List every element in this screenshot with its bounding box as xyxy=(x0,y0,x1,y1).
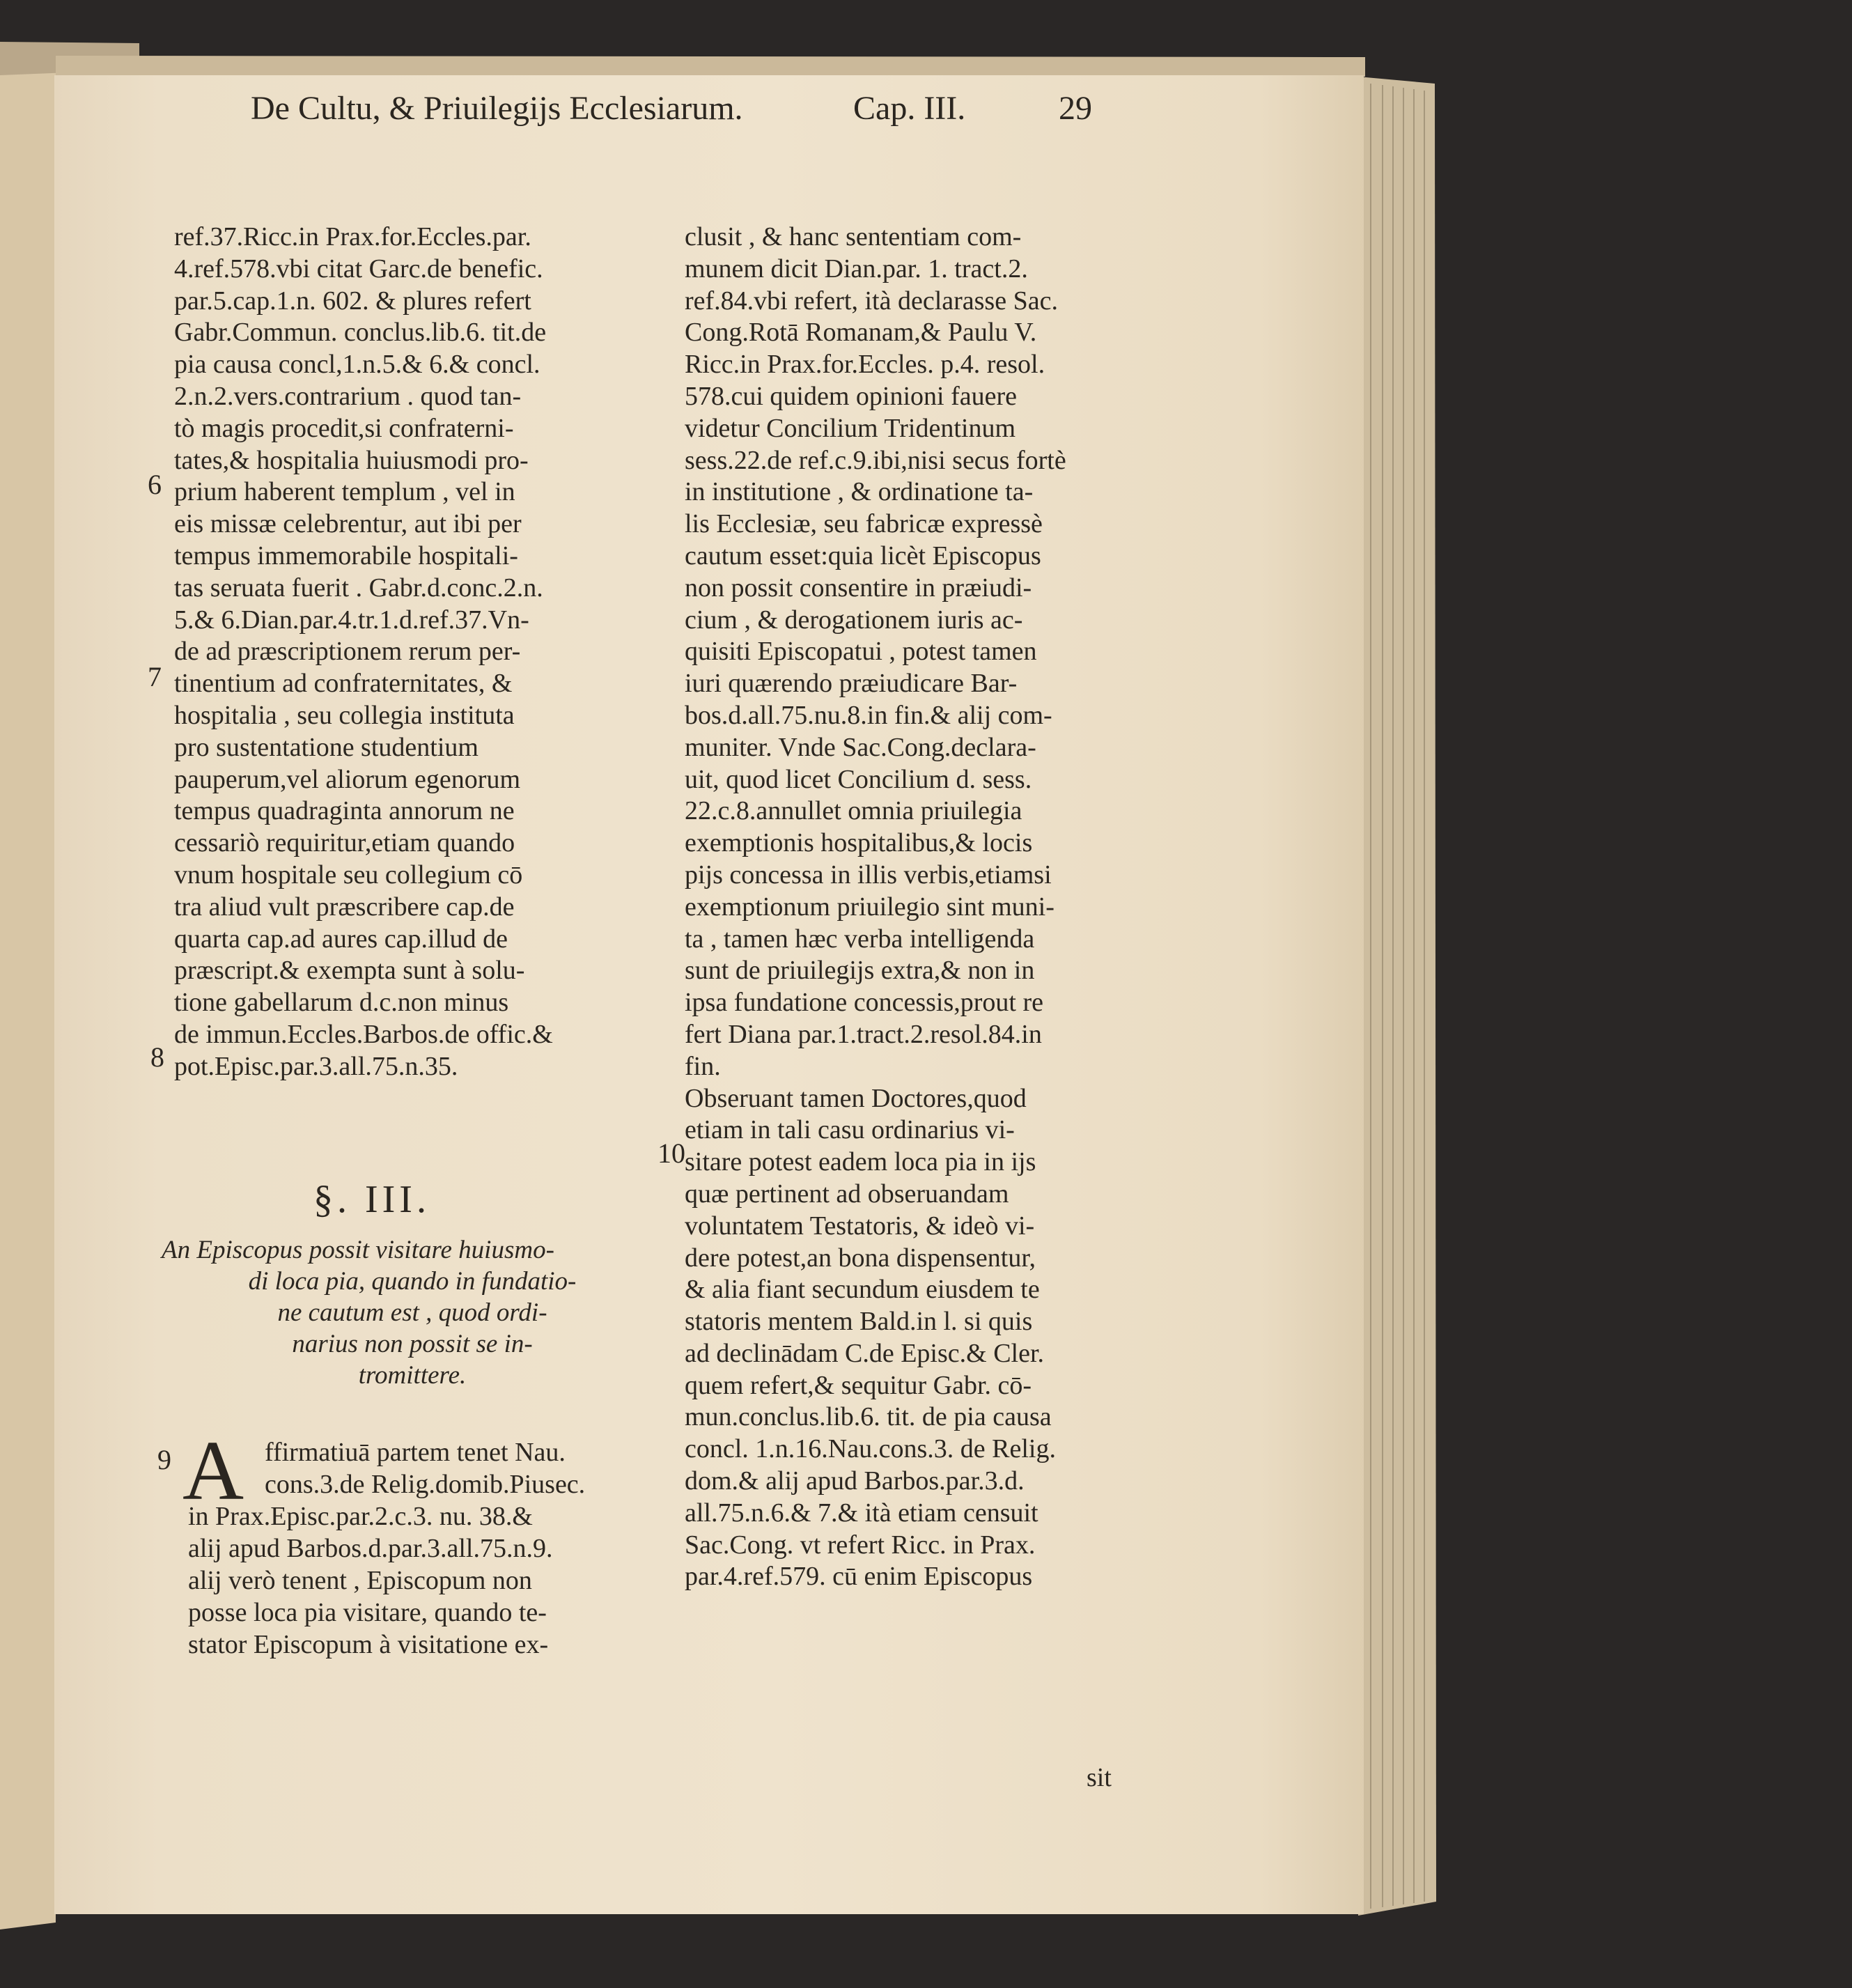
text-line: de ad præscriptionem rerum per- xyxy=(174,637,521,667)
section-title-line: tromittere. xyxy=(358,1361,467,1390)
text-line: prium haberent templum , vel in xyxy=(174,477,515,507)
text-line: ref.84.vbi refert, ità declarasse Sac. xyxy=(685,286,1058,316)
text-line: 4.ref.578.vbi citat Garc.de benefic. xyxy=(174,254,543,284)
text-line: mun.conclus.lib.6. tit. de pia causa xyxy=(685,1402,1052,1432)
text-line: tempus immemorabile hospitali- xyxy=(174,541,518,570)
text-line: dom.& alij apud Barbos.par.3.d. xyxy=(685,1466,1025,1496)
text-line: bos.d.all.75.nu.8.in fin.& alij com- xyxy=(685,700,1052,730)
text-line: quæ pertinent ad obseruandam xyxy=(685,1179,1009,1209)
text-line: fin. xyxy=(685,1051,721,1081)
text-line: alij apud Barbos.d.par.3.all.75.n.9. xyxy=(188,1534,553,1563)
text-line: muniter. Vnde Sac.Cong.declara- xyxy=(685,732,1036,762)
text-line: præscript.& exempta sunt à solu- xyxy=(174,956,525,986)
text-line: munem dicit Dian.par. 1. tract.2. xyxy=(685,254,1028,284)
text-line: cons.3.de Relig.domib.Piusec. xyxy=(265,1470,586,1499)
text-line: etiam in tali casu ordinarius vi- xyxy=(685,1115,1015,1145)
text-line: ad declinādam C.de Episc.& Cler. xyxy=(685,1338,1045,1368)
text-line: tates,& hospitalia huiusmodi pro- xyxy=(174,445,529,475)
text-line: ref.37.Ricc.in Prax.for.Eccles.par. xyxy=(174,222,531,251)
text-line: ta , tamen hæc verba intelligenda xyxy=(685,924,1035,954)
text-line: vnum hospitale seu collegium cō xyxy=(174,860,523,890)
text-line: Ricc.in Prax.for.Eccles. p.4. resol. xyxy=(685,350,1045,380)
text-line: tinentium ad confraternitates, & xyxy=(174,669,513,699)
text-line: lis Ecclesiæ, seu fabricæ expressè xyxy=(685,509,1043,539)
text-line: quem refert,& sequitur Gabr. cō- xyxy=(685,1370,1032,1400)
text-line: non possit consentire in præiudi- xyxy=(685,573,1032,603)
section-title-line: di loca pia, quando in fundatio- xyxy=(248,1267,577,1296)
section-title xyxy=(162,1234,663,1391)
text-line: pijs concessa in illis verbis,etiamsi xyxy=(685,860,1052,890)
running-title: De Cultu, & Priuilegijs Ecclesiarum. xyxy=(251,90,743,127)
margin-number-8: 8 xyxy=(150,1041,164,1073)
left-column xyxy=(174,222,655,1083)
chapter-label: Cap. III. xyxy=(853,90,966,127)
text-line: & alia fiant secundum eiusdem te xyxy=(685,1275,1040,1305)
text-line: tra aliud vult præscribere cap.de xyxy=(174,892,515,922)
text-line: iuri quærendo præiudicare Bar- xyxy=(685,669,1018,699)
text-line: quisiti Episcopatui , potest tamen xyxy=(685,637,1037,667)
text-line: uit, quod licet Concilium d. sess. xyxy=(685,764,1032,794)
text-line: fert Diana par.1.tract.2.resol.84.in xyxy=(685,1019,1042,1049)
margin-number-9: 9 xyxy=(157,1444,171,1475)
text-line: statoris mentem Bald.in l. si quis xyxy=(685,1307,1033,1337)
text-line: tempus quadraginta annorum ne xyxy=(174,796,515,826)
text-line: eis missæ celebrentur, aut ibi per xyxy=(174,509,522,539)
margin-number-10: 10 xyxy=(657,1137,685,1169)
text-line: voluntatem Testatoris, & ideò vi- xyxy=(685,1211,1035,1241)
text-line: tas seruata fuerit . Gabr.d.conc.2.n. xyxy=(174,573,543,603)
text-line: sess.22.de ref.c.9.ibi,nisi secus fortè xyxy=(685,445,1066,475)
text-line: quarta cap.ad aures cap.illud de xyxy=(174,924,508,954)
text-line: 578.cui quidem opinioni fauere xyxy=(685,381,1017,411)
text-line: Obseruant tamen Doctores,quod xyxy=(685,1083,1027,1113)
text-line: tione gabellarum d.c.non minus xyxy=(174,988,509,1018)
margin-number-7: 7 xyxy=(148,661,162,692)
text-line: Gabr.Commun. conclus.lib.6. tit.de xyxy=(174,318,547,348)
text-line: pro sustentatione studentium xyxy=(174,732,478,762)
text-line: Sac.Cong. vt refert Ricc. in Prax. xyxy=(685,1530,1036,1560)
text-line: 5.& 6.Dian.par.4.tr.1.d.ref.37.Vn- xyxy=(174,605,529,635)
text-line: pot.Episc.par.3.all.75.n.35. xyxy=(174,1051,458,1081)
text-line: Cong.Rotā Romanam,& Paulu V. xyxy=(685,318,1037,348)
text-line: par.4.ref.579. cū enim Episcopus xyxy=(685,1562,1033,1592)
section-title-line: narius non possit se in- xyxy=(292,1330,533,1358)
section-title-line: An Episcopus possit visitare huiusmo- xyxy=(162,1236,554,1264)
text-line: cautum esset:quia licèt Episcopus xyxy=(685,541,1041,570)
text-line: ipsa fundatione concessis,prout re xyxy=(685,988,1043,1018)
text-line: tò magis procedit,si confraterni- xyxy=(174,413,514,443)
text-line: 2.n.2.vers.contrarium . quod tan- xyxy=(174,381,522,411)
text-line: exemptionum priuilegio sint muni- xyxy=(685,892,1055,922)
text-line: stator Episcopum à visitatione ex- xyxy=(188,1630,549,1659)
section-heading: §. III. xyxy=(313,1178,430,1221)
section-title-line: ne cautum est , quod ordi- xyxy=(277,1298,547,1327)
text-line: all.75.n.6.& 7.& ità etiam censuit xyxy=(685,1498,1038,1528)
text-line: exemptionis hospitalibus,& locis xyxy=(685,828,1033,858)
text-line: videtur Concilium Tridentinum xyxy=(685,413,1016,443)
text-line: dere potest,an bona dispensentur, xyxy=(685,1243,1036,1273)
text-line: cium , & derogationem iuris ac- xyxy=(685,605,1023,635)
text-line: clusit , & hanc sententiam com- xyxy=(685,222,1022,251)
text-line: pia causa concl,1.n.5.& 6.& concl. xyxy=(174,350,540,380)
text-line: concl. 1.n.16.Nau.cons.3. de Relig. xyxy=(685,1434,1056,1464)
text-line: sunt de priuilegijs extra,& non in xyxy=(685,956,1035,986)
catchword: sit xyxy=(1087,1763,1112,1792)
right-column xyxy=(685,222,1155,1593)
text-line: 22.c.8.annullet omnia priuilegia xyxy=(685,796,1022,826)
text-line: hospitalia , seu collegia instituta xyxy=(174,700,515,730)
drop-cap: A xyxy=(182,1424,244,1518)
running-header xyxy=(251,89,1198,138)
text-line: par.5.cap.1.n. 602. & plures refert xyxy=(174,286,531,316)
margin-number-6: 6 xyxy=(148,469,162,500)
text-line: pauperum,vel aliorum egenorum xyxy=(174,764,521,794)
text-line: cessariò requiritur,etiam quando xyxy=(174,828,515,858)
text-line: alij verò tenent , Episcopum non xyxy=(188,1566,532,1595)
text-line: in Prax.Episc.par.2.c.3. nu. 38.& xyxy=(188,1502,533,1531)
text-line: posse loca pia visitare, quando te- xyxy=(188,1598,547,1627)
text-line: sitare potest eadem loca pia in ijs xyxy=(685,1147,1036,1177)
page-number: 29 xyxy=(1059,90,1092,127)
text-line: de immun.Eccles.Barbos.de offic.& xyxy=(174,1019,553,1049)
text-line: in institutione , & ordinatione ta- xyxy=(685,477,1034,507)
section-paragraph xyxy=(188,1436,662,1661)
text-line: ffirmatiuā partem tenet Nau. xyxy=(265,1438,566,1467)
